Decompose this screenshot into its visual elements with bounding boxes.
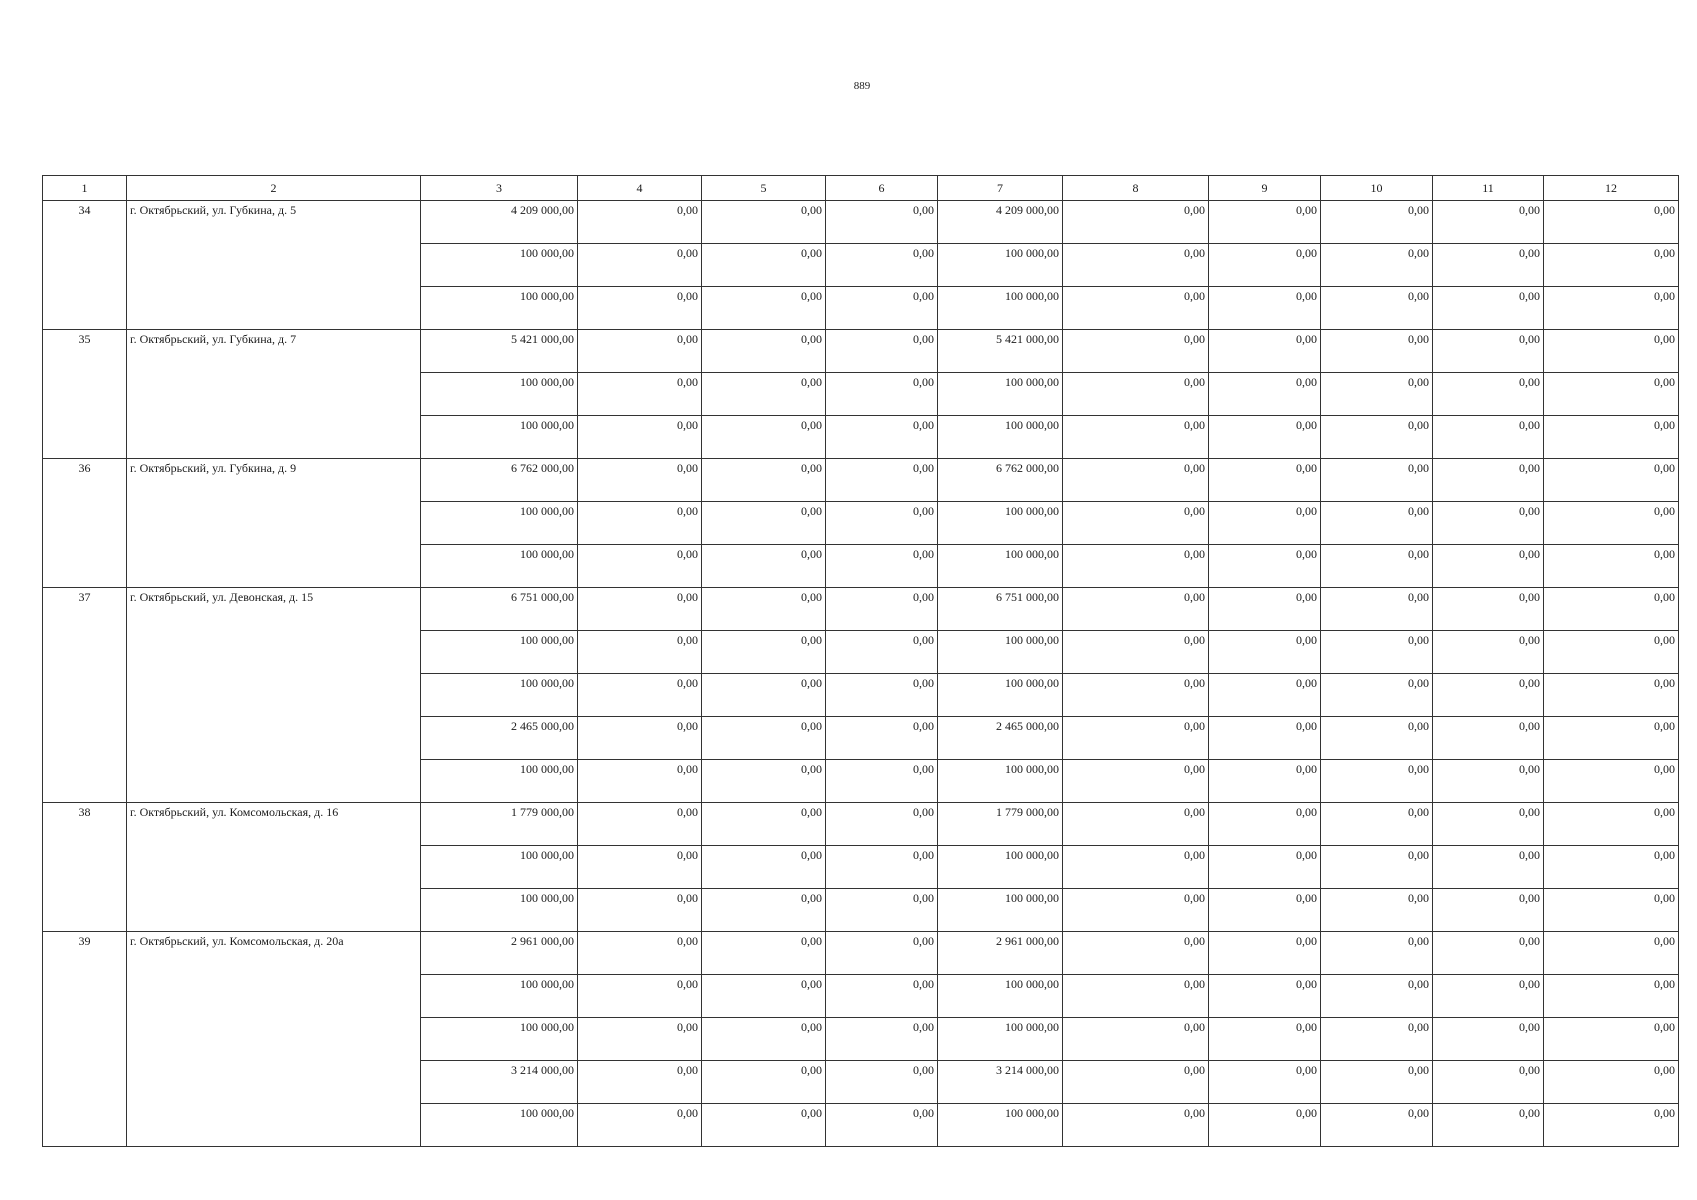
amount-cell: 100 000,00 [938,846,1063,889]
amount-cell: 0,00 [826,588,938,631]
amount-cell: 0,00 [1209,287,1321,330]
row-index: 38 [43,803,127,932]
amount-cell: 0,00 [1063,631,1209,674]
amount-cell: 0,00 [578,846,702,889]
amount-cell: 0,00 [1063,1018,1209,1061]
amount-cell: 100 000,00 [421,373,578,416]
amount-cell: 0,00 [702,1061,826,1104]
amount-cell: 0,00 [702,932,826,975]
amount-cell: 0,00 [826,201,938,244]
amount-cell: 0,00 [1544,975,1679,1018]
amount-cell: 0,00 [1544,588,1679,631]
amount-cell: 0,00 [1321,459,1433,502]
column-header: 12 [1544,176,1679,201]
table-row [43,201,1679,244]
amount-cell: 0,00 [1063,889,1209,932]
amount-cell: 4 209 000,00 [421,201,578,244]
column-header: 7 [938,176,1063,201]
amount-cell: 0,00 [578,932,702,975]
amount-cell: 0,00 [578,287,702,330]
amount-cell: 0,00 [702,975,826,1018]
address-cell: г. Октябрьский, ул. Губкина, д. 7 [127,330,421,459]
amount-cell: 100 000,00 [421,975,578,1018]
amount-cell: 0,00 [1544,287,1679,330]
amount-cell: 0,00 [1321,674,1433,717]
amount-cell: 0,00 [826,674,938,717]
amount-cell: 0,00 [1433,1104,1544,1147]
row-index: 34 [43,201,127,330]
amount-cell: 0,00 [1321,1104,1433,1147]
amount-cell: 0,00 [1063,416,1209,459]
amount-cell: 0,00 [1063,932,1209,975]
amount-cell: 0,00 [1321,932,1433,975]
amount-cell: 0,00 [1209,803,1321,846]
amount-cell: 0,00 [1544,1018,1679,1061]
amount-cell: 0,00 [1544,244,1679,287]
table-body [43,176,1679,1147]
amount-cell: 0,00 [702,588,826,631]
amount-cell: 0,00 [702,373,826,416]
amount-cell: 0,00 [826,1061,938,1104]
amount-cell: 0,00 [1433,760,1544,803]
amount-cell: 0,00 [826,932,938,975]
header-row [43,176,1679,201]
row-index: 39 [43,932,127,1147]
amount-cell: 100 000,00 [421,846,578,889]
amount-cell: 0,00 [1433,373,1544,416]
table-row [43,932,1679,975]
address-cell: г. Октябрьский, ул. Губкина, д. 5 [127,201,421,330]
amount-cell: 0,00 [1544,416,1679,459]
amount-cell: 0,00 [1433,330,1544,373]
amount-cell: 0,00 [1063,1104,1209,1147]
amount-cell: 0,00 [1209,846,1321,889]
amount-cell: 0,00 [1063,244,1209,287]
amount-cell: 0,00 [578,803,702,846]
amount-cell: 0,00 [1321,1018,1433,1061]
amount-cell: 100 000,00 [421,760,578,803]
amount-cell: 0,00 [1209,244,1321,287]
amount-cell: 0,00 [1544,459,1679,502]
amount-cell: 0,00 [578,889,702,932]
amount-cell: 0,00 [1209,502,1321,545]
amount-cell: 0,00 [1209,975,1321,1018]
amount-cell: 0,00 [1321,330,1433,373]
amount-cell: 0,00 [578,760,702,803]
amount-cell: 0,00 [1209,760,1321,803]
amount-cell: 0,00 [1209,545,1321,588]
table-row [43,459,1679,502]
amount-cell: 100 000,00 [421,287,578,330]
amount-cell: 0,00 [1321,545,1433,588]
amount-cell: 0,00 [702,287,826,330]
amount-cell: 0,00 [1063,459,1209,502]
amount-cell: 0,00 [578,330,702,373]
amount-cell: 0,00 [1433,889,1544,932]
amount-cell: 0,00 [1063,330,1209,373]
amount-cell: 100 000,00 [938,287,1063,330]
amount-cell: 0,00 [578,717,702,760]
amount-cell: 0,00 [1433,588,1544,631]
amount-cell: 0,00 [1063,201,1209,244]
amount-cell: 0,00 [702,244,826,287]
amount-cell: 0,00 [702,502,826,545]
row-index: 35 [43,330,127,459]
amount-cell: 0,00 [1063,846,1209,889]
address-cell: г. Октябрьский, ул. Девонская, д. 15 [127,588,421,803]
amount-cell: 100 000,00 [421,502,578,545]
amount-cell: 0,00 [578,373,702,416]
amount-cell: 0,00 [1209,674,1321,717]
amount-cell: 0,00 [1321,760,1433,803]
amount-cell: 0,00 [1209,459,1321,502]
amount-cell: 0,00 [826,889,938,932]
amount-cell: 0,00 [1433,459,1544,502]
column-header: 1 [43,176,127,201]
amount-cell: 0,00 [1063,588,1209,631]
amount-cell: 0,00 [826,717,938,760]
amount-cell: 100 000,00 [938,545,1063,588]
table-row [43,588,1679,631]
amount-cell: 0,00 [1063,975,1209,1018]
amount-cell: 0,00 [702,1104,826,1147]
table-row [43,803,1679,846]
amount-cell: 0,00 [578,459,702,502]
column-header: 9 [1209,176,1321,201]
column-header: 2 [127,176,421,201]
column-header: 5 [702,176,826,201]
amount-cell: 0,00 [1209,1104,1321,1147]
amount-cell: 100 000,00 [421,1104,578,1147]
amount-cell: 0,00 [1321,502,1433,545]
column-header: 6 [826,176,938,201]
amount-cell: 0,00 [1321,717,1433,760]
amount-cell: 0,00 [702,674,826,717]
amount-cell: 0,00 [1321,588,1433,631]
amount-cell: 0,00 [578,502,702,545]
amount-cell: 0,00 [578,975,702,1018]
amount-cell: 0,00 [1063,803,1209,846]
amount-cell: 0,00 [1209,201,1321,244]
amount-cell: 0,00 [702,889,826,932]
amount-cell: 0,00 [1433,674,1544,717]
amount-cell: 0,00 [1209,932,1321,975]
amount-cell: 0,00 [826,330,938,373]
amount-cell: 0,00 [1209,588,1321,631]
amount-cell: 0,00 [1544,803,1679,846]
amount-cell: 1 779 000,00 [421,803,578,846]
amount-cell: 3 214 000,00 [938,1061,1063,1104]
amount-cell: 5 421 000,00 [421,330,578,373]
amount-cell: 100 000,00 [421,244,578,287]
amount-cell: 0,00 [826,846,938,889]
amount-cell: 0,00 [1063,760,1209,803]
amount-cell: 0,00 [1544,201,1679,244]
amount-cell: 0,00 [1321,201,1433,244]
amount-cell: 0,00 [1433,717,1544,760]
amount-cell: 0,00 [1321,373,1433,416]
amount-cell: 100 000,00 [938,416,1063,459]
amount-cell: 0,00 [826,459,938,502]
amount-cell: 100 000,00 [938,244,1063,287]
amount-cell: 1 779 000,00 [938,803,1063,846]
amount-cell: 3 214 000,00 [421,1061,578,1104]
amount-cell: 0,00 [1321,287,1433,330]
amount-cell: 0,00 [702,717,826,760]
amount-cell: 0,00 [826,502,938,545]
amount-cell: 0,00 [826,545,938,588]
amount-cell: 0,00 [1433,975,1544,1018]
amount-cell: 2 961 000,00 [938,932,1063,975]
amount-cell: 6 762 000,00 [421,459,578,502]
amount-cell: 0,00 [702,631,826,674]
amount-cell: 0,00 [578,631,702,674]
amount-cell: 100 000,00 [938,975,1063,1018]
column-header: 4 [578,176,702,201]
amount-cell: 0,00 [826,287,938,330]
amount-cell: 100 000,00 [938,674,1063,717]
amount-cell: 100 000,00 [421,631,578,674]
amount-cell: 0,00 [1433,502,1544,545]
amount-cell: 0,00 [826,244,938,287]
amount-cell: 0,00 [1433,201,1544,244]
amount-cell: 0,00 [1209,416,1321,459]
amount-cell: 5 421 000,00 [938,330,1063,373]
amount-cell: 0,00 [1063,545,1209,588]
amount-cell: 0,00 [1209,330,1321,373]
amount-cell: 0,00 [826,760,938,803]
amount-cell: 0,00 [1321,244,1433,287]
amount-cell: 0,00 [1544,717,1679,760]
table-row [43,330,1679,373]
amount-cell: 100 000,00 [938,760,1063,803]
amount-cell: 0,00 [702,803,826,846]
amount-cell: 2 961 000,00 [421,932,578,975]
amount-cell: 0,00 [1544,1061,1679,1104]
amount-cell: 0,00 [826,1104,938,1147]
amount-cell: 0,00 [578,1018,702,1061]
amount-cell: 0,00 [1321,846,1433,889]
amount-cell: 0,00 [1544,502,1679,545]
amount-cell: 0,00 [1209,717,1321,760]
amount-cell: 0,00 [1433,1018,1544,1061]
amount-cell: 100 000,00 [938,1018,1063,1061]
amount-cell: 6 751 000,00 [938,588,1063,631]
amount-cell: 0,00 [1544,932,1679,975]
amount-cell: 0,00 [1063,1061,1209,1104]
amount-cell: 0,00 [702,201,826,244]
amount-cell: 0,00 [578,588,702,631]
amount-cell: 0,00 [826,1018,938,1061]
amount-cell: 4 209 000,00 [938,201,1063,244]
amount-cell: 0,00 [702,846,826,889]
row-index: 37 [43,588,127,803]
amount-cell: 0,00 [1433,932,1544,975]
amount-cell: 0,00 [826,373,938,416]
amount-cell: 6 751 000,00 [421,588,578,631]
amount-cell: 0,00 [826,803,938,846]
amount-cell: 0,00 [826,631,938,674]
amount-cell: 0,00 [578,416,702,459]
amount-cell: 100 000,00 [421,1018,578,1061]
amount-cell: 0,00 [1063,674,1209,717]
amount-cell: 0,00 [1433,545,1544,588]
amount-cell: 0,00 [578,1104,702,1147]
address-cell: г. Октябрьский, ул. Комсомольская, д. 16 [127,803,421,932]
amount-cell: 0,00 [1321,416,1433,459]
amount-cell: 0,00 [1321,803,1433,846]
amount-cell: 100 000,00 [421,674,578,717]
amount-cell: 0,00 [1544,674,1679,717]
amount-cell: 0,00 [702,1018,826,1061]
amount-cell: 0,00 [1321,1061,1433,1104]
amount-cell: 0,00 [578,545,702,588]
amount-cell: 0,00 [1321,889,1433,932]
amount-cell: 2 465 000,00 [421,717,578,760]
amount-cell: 0,00 [1321,975,1433,1018]
amount-cell: 0,00 [1544,631,1679,674]
amount-cell: 0,00 [578,244,702,287]
amount-cell: 0,00 [1544,846,1679,889]
column-header: 8 [1063,176,1209,201]
amount-cell: 0,00 [702,545,826,588]
amount-cell: 0,00 [1063,502,1209,545]
page-number: 889 [853,80,871,92]
row-index: 36 [43,459,127,588]
amount-cell: 0,00 [1063,373,1209,416]
amount-cell: 100 000,00 [938,889,1063,932]
address-cell: г. Октябрьский, ул. Губкина, д. 9 [127,459,421,588]
amount-cell: 0,00 [1209,889,1321,932]
amount-cell: 0,00 [1433,287,1544,330]
address-cell: г. Октябрьский, ул. Комсомольская, д. 20а [127,932,421,1147]
amount-cell: 0,00 [702,330,826,373]
amount-cell: 0,00 [1544,373,1679,416]
amount-cell: 0,00 [702,416,826,459]
amount-cell: 0,00 [1544,760,1679,803]
amount-cell: 0,00 [1209,1061,1321,1104]
amount-cell: 0,00 [1209,1018,1321,1061]
amount-cell: 0,00 [578,1061,702,1104]
amount-cell: 0,00 [1544,545,1679,588]
amount-cell: 0,00 [702,459,826,502]
column-header: 11 [1433,176,1544,201]
amount-cell: 100 000,00 [938,1104,1063,1147]
amount-cell: 0,00 [826,975,938,1018]
amount-cell: 0,00 [578,201,702,244]
amount-cell: 0,00 [1433,244,1544,287]
amount-cell: 0,00 [1544,1104,1679,1147]
amount-cell: 0,00 [578,674,702,717]
amount-cell: 0,00 [1063,717,1209,760]
amount-cell: 100 000,00 [938,631,1063,674]
amount-cell: 6 762 000,00 [938,459,1063,502]
amount-cell: 100 000,00 [421,416,578,459]
amount-cell: 0,00 [826,416,938,459]
amount-cell: 0,00 [1433,631,1544,674]
amount-cell: 0,00 [1433,1061,1544,1104]
amount-cell: 100 000,00 [938,502,1063,545]
amount-cell: 0,00 [1433,803,1544,846]
column-header: 10 [1321,176,1433,201]
amount-cell: 100 000,00 [421,545,578,588]
column-header: 3 [421,176,578,201]
amount-cell: 0,00 [1063,287,1209,330]
amount-cell: 100 000,00 [421,889,578,932]
budget-table [42,175,1679,1147]
amount-cell: 0,00 [1433,416,1544,459]
amount-cell: 0,00 [1209,631,1321,674]
amount-cell: 0,00 [702,760,826,803]
amount-cell: 0,00 [1544,330,1679,373]
amount-cell: 0,00 [1209,373,1321,416]
amount-cell: 0,00 [1544,889,1679,932]
amount-cell: 0,00 [1321,631,1433,674]
amount-cell: 100 000,00 [938,373,1063,416]
amount-cell: 0,00 [1433,846,1544,889]
amount-cell: 2 465 000,00 [938,717,1063,760]
